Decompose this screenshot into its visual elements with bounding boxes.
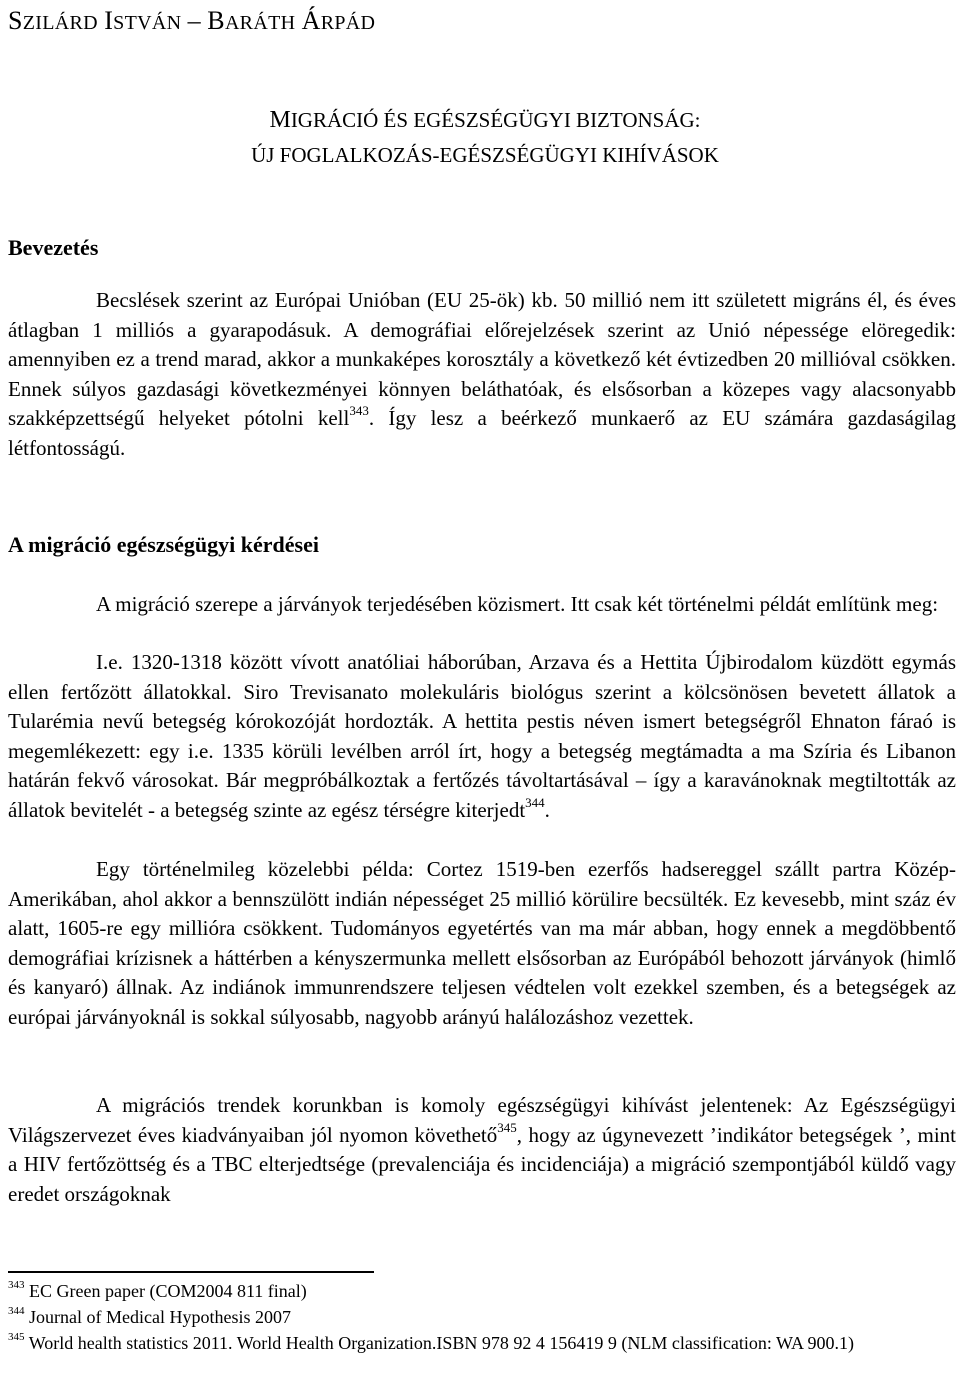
trends-text: A migrációs trendek korunkban is komoly egészségügyi kihívást jelentenek: Az Egészségügyi Világszervezet éves kiadványaiban jól nyomon követhető — [8, 1093, 956, 1147]
article-title-line1 — [0, 107, 960, 134]
intro-text: Becslések szerint az Európai Unióban (EU 25-ök) kb. 50 millió nem itt született migráns él, és éves átlagban 1 milliós a gyarapodásuk. A demográfiai előrejelzések szerint az Unió népessége elöregedik: amennyiben ez a trend marad, akkor a munkaképes korosztály a következő két évtizedben 20 millióval csökken. Ennek súlyos gazdasági következményei könnyen beláthatóak, és elsősorban a közepes vagy alacsonyabb szakképzettségű helyeket pótolni kell — [8, 288, 956, 430]
author2-last-initial: Á — [301, 6, 321, 35]
health-paragraph-1 — [8, 590, 956, 620]
article-title-line2: ÚJ FOGLALKOZÁS-EGÉSZSÉGÜGYI KIHÍVÁSOK — [251, 143, 719, 167]
footnote-345 — [8, 1331, 956, 1355]
author2-first-rest: ARÁTH — [224, 12, 296, 34]
footnote-343 — [8, 1279, 956, 1303]
section-heading-bevezetes: Bevezetés — [8, 235, 99, 260]
author-separator-dash: – — [187, 6, 201, 35]
intro-text-end: . Így lesz a beérkező munkaerő az EU számára gazdaságilag létfontosságú. — [8, 406, 956, 460]
hittite-text-end: . — [544, 797, 550, 822]
health-paragraph-hittite — [8, 648, 956, 825]
section-heading-health-questions: A migráció egészségügyi kérdései — [8, 532, 319, 557]
footnote-number: 345 — [8, 1331, 25, 1343]
title-initial: M — [269, 107, 291, 133]
author1-first-initial: S — [8, 6, 23, 35]
cortez-text: Egy történelmileg közelebbi példa: Cortez 1519-ben ezerfős hadsereggel szállt partra Közép-Amerikában, ahol akkor a bennszülött indián népességet 25 millió körülire becsülték. Ez kevesebb, mint száz év alatt, 1605-re egy millióra csökkent. Tudományos egyetértés van ma már abban, hogy ennek a megdöbbentő demográfiai krízisnek a háttérben a kényszermunka mellett elsősorban az Európából behozott járványok (himlő és kanyaró) állnak. Az indiánok immunrendszere teljesen védtelen volt ezekkel szemben, és a betegségek az európai járványoknál is sokkal súlyosabb, nagyobb arányú halálozáshoz vezettek. — [8, 857, 956, 1029]
author1-last-initial: I — [104, 6, 114, 35]
footnote-ref-343: 343 — [349, 403, 369, 418]
health-paragraph-cortez — [8, 855, 956, 1032]
footnote-text: World health statistics 2011. World Health Organization.ISBN 978 92 4 156419 9 (NLM classification: WA 900.1) — [28, 1333, 855, 1353]
footnote-ref-345: 345 — [497, 1119, 517, 1135]
health-paragraph-1-text: A migráció szerepe a járványok terjedésében közismert. Itt csak két történelmi példát említünk meg: — [96, 592, 939, 616]
footnote-number: 344 — [8, 1305, 25, 1317]
footnote-text: Journal of Medical Hypothesis 2007 — [29, 1307, 291, 1327]
footnote-344 — [8, 1305, 956, 1329]
health-paragraph-trends — [8, 1091, 956, 1209]
author1-first-rest: ZILÁRD — [22, 12, 98, 34]
author1-last-rest: STVÁN — [113, 12, 182, 34]
trends-text-end: , hogy az úgynevezett ’indikátor betegségek ’, mint a HIV fertőzöttség és a TBC elterjedtsége (prevalenciája és incidenciája) a migráció szempontjából küldő vagy eredet országoknak — [8, 1122, 957, 1206]
footnote-ref-344: 344 — [525, 794, 545, 810]
intro-paragraph — [8, 286, 956, 463]
author2-first-initial: B — [207, 6, 225, 35]
author2-last-rest: RPÁD — [320, 12, 376, 34]
hittite-text: I.e. 1320-1318 között vívott anatóliai háborúban, Arzava és a Hettita Újbirodalom küzdött egymás ellen fertőzött állatokkal. Siro Trevisanato molekuláris biológus szerint a kölcsönösen bevetett állatok a Tularémia nevű betegség kórokozóját hordozták. A hettita pestis néven ismert betegségről Ehnaton fáraó is megemlékezett: egy i.e. 1335 körüli levélben arról írt, hogy a betegség megtámadta a ma Szíria és Libanon határán fekvő városokat. Bár megpróbálkoztak a fertőzés távoltartásával – így a karavánoknak megtiltották az állatok bevitelét - a betegség szinte az egész térségre kiterjedt — [8, 650, 956, 822]
running-header-authors — [8, 6, 375, 36]
footnote-number: 343 — [8, 1279, 25, 1291]
footnote-text: EC Green paper (COM2004 811 final) — [29, 1281, 307, 1301]
title-line1-text: IGRÁCIÓ ÉS EGÉSZSÉGÜGYI BIZTONSÁG: — [290, 108, 701, 132]
footnote-separator — [8, 1271, 374, 1273]
